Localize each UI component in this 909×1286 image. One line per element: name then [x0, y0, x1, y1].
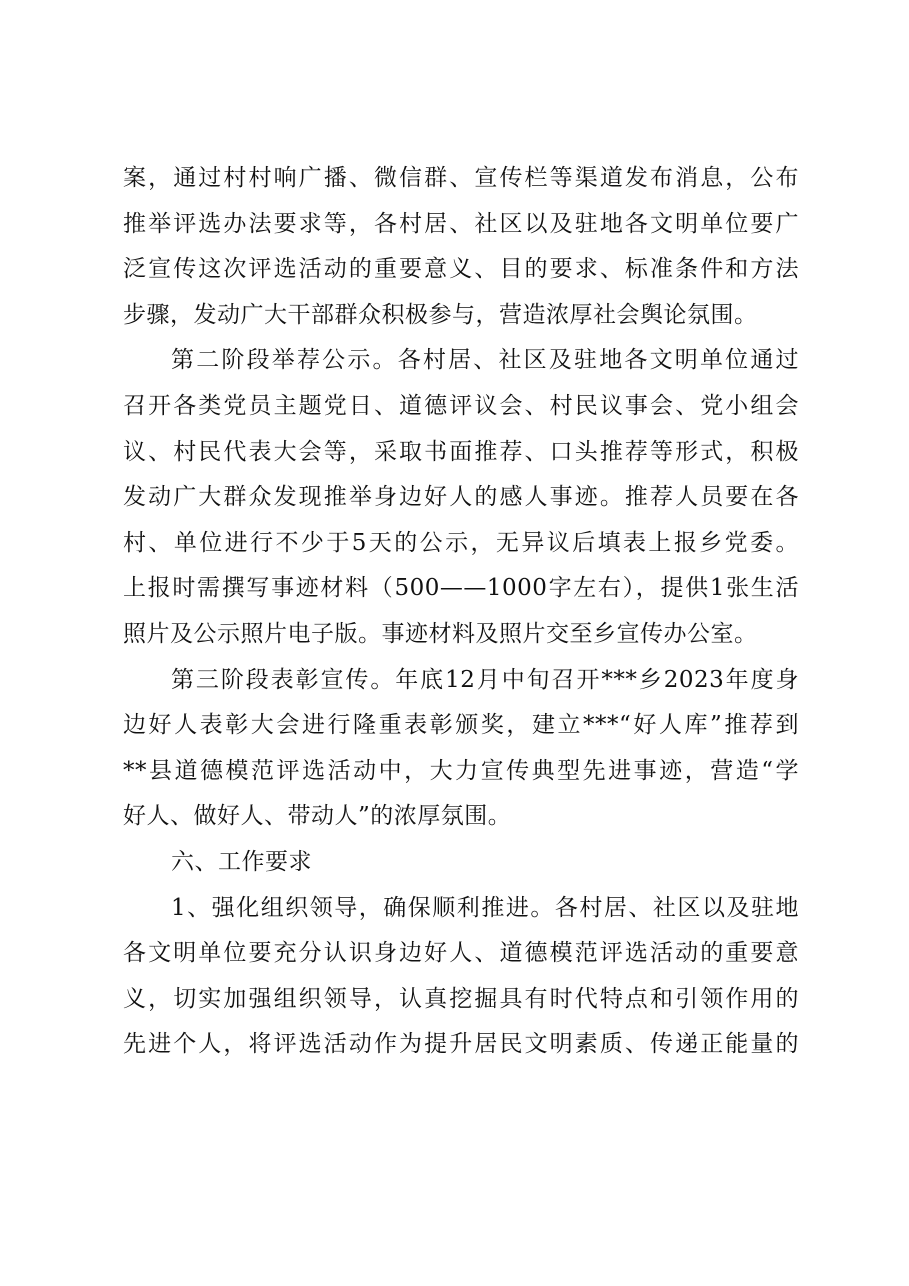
- text-line: 1、强化组织领导，确保顺利推进。各村居、社区以及驻地: [171, 894, 799, 921]
- paragraph-requirement-one: [123, 886, 799, 1068]
- text-line: 议、村民代表大会等，采取书面推荐、口头推荐等形式，积极: [123, 438, 799, 465]
- paragraph-publicity: [123, 156, 799, 338]
- text-line: 照片及公示照片电子版。事迹材料及照片交至乡宣传办公室。: [123, 620, 758, 647]
- text-line: 步骤，发动广大干部群众积极参与，营造浓厚社会舆论氛围。: [123, 301, 758, 328]
- text-line: 泛宣传这次评选活动的重要意义、目的要求、标准条件和方法: [123, 256, 799, 283]
- text-line: 村、单位进行不少于5天的公示，无异议后填表上报乡党委。: [123, 529, 799, 556]
- paragraph-stage-three: [123, 658, 799, 840]
- text-line: 召开各类党员主题党日、道德评议会、村民议事会、党小组会: [123, 392, 799, 419]
- text-line: 义，切实加强组织领导，认真挖掘具有时代特点和引领作用的: [123, 985, 799, 1012]
- text-line: 发动广大群众发现推举身边好人的感人事迹。推荐人员要在各: [123, 484, 799, 511]
- text-line: 推举评选办法要求等，各村居、社区以及驻地各文明单位要广: [123, 210, 799, 237]
- text-line: **县道德模范评选活动中，大力宣传典型先进事迹，营造“学: [123, 757, 799, 784]
- document-body: [123, 156, 799, 1068]
- text-line: 各文明单位要充分认识身边好人、道德模范评选活动的重要意: [123, 940, 799, 967]
- text-line: 先进个人，将评选活动作为提升居民文明素质、传递正能量的: [123, 1031, 799, 1058]
- heading-line: 六、工作要求: [171, 848, 312, 875]
- text-line: 第二阶段举荐公示。各村居、社区及驻地各文明单位通过: [171, 347, 799, 374]
- text-line: 好人、做好人、带动人”的浓厚氛围。: [123, 803, 512, 830]
- paragraph-stage-two: [123, 338, 799, 657]
- text-line: 第三阶段表彰宣传。年底12月中旬召开***乡2023年度身: [171, 666, 799, 693]
- text-line: 上报时需撰写事迹材料（500——1000字左右），提供1张生活: [123, 575, 799, 602]
- text-line: 案，通过村村响广播、微信群、宣传栏等渠道发布消息，公布: [123, 165, 799, 191]
- text-line: 边好人表彰大会进行隆重表彰颁奖，建立***“好人库”推荐到: [123, 712, 799, 739]
- section-heading: [123, 840, 799, 886]
